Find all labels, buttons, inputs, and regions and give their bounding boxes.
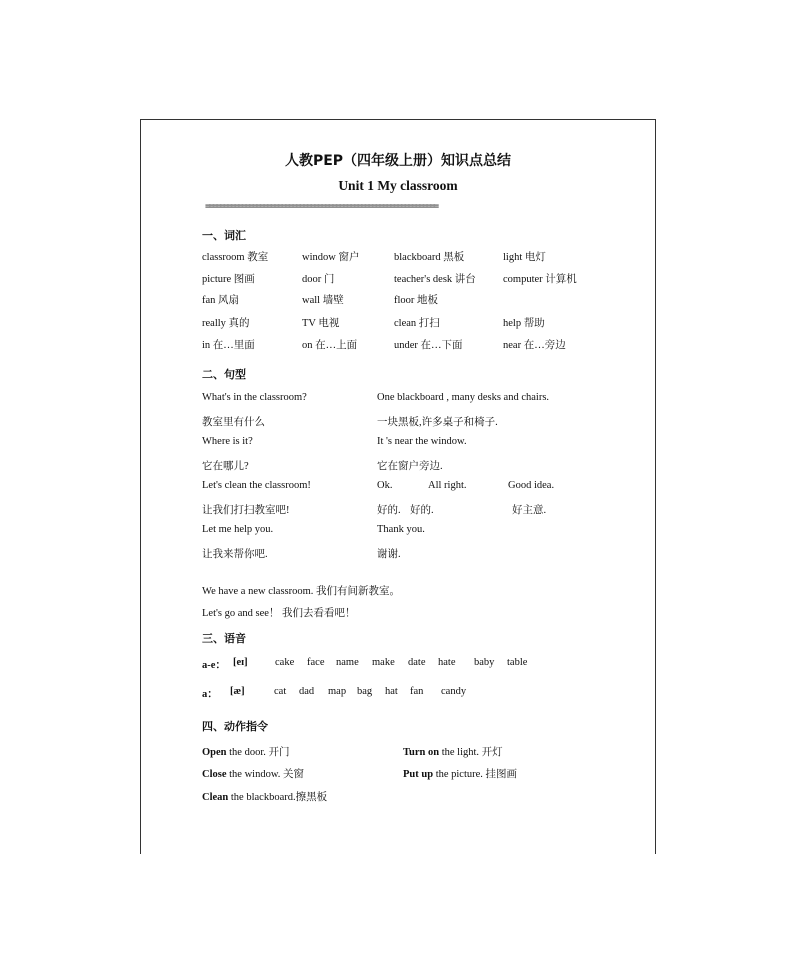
sentence-translation: 好的. — [410, 505, 434, 516]
page-frame-left — [140, 119, 141, 854]
action-command — [202, 744, 290, 759]
phonics-word: name — [336, 657, 359, 668]
phonics-label: a-e： — [202, 660, 226, 671]
action-rest: the picture. 挂图画 — [433, 769, 518, 780]
phonics-word: face — [307, 657, 325, 668]
vocab-item: fan 风扇 — [202, 295, 240, 306]
sentence-answer: All right. — [428, 480, 467, 491]
action-rest: the blackboard.擦黑板 — [228, 792, 328, 803]
sentence-translation: 它在哪儿? — [202, 461, 249, 472]
vocab-item: under 在…下面 — [394, 340, 463, 351]
phonics-word: make — [372, 657, 395, 668]
phonics-word: baby — [474, 657, 495, 668]
vocab-item: wall 墙壁 — [302, 295, 344, 306]
sentence-translation: 好的. — [377, 505, 401, 516]
phonics-word: hat — [385, 686, 398, 697]
document-title: 人教PEP（四年级上册）知识点总结 — [284, 153, 512, 169]
sentence-answer: It 's near the window. — [377, 436, 467, 447]
sentence-answer: Good idea. — [508, 480, 555, 491]
sentence-translation: 让我们打扫教室吧! — [202, 505, 290, 516]
sentence-translation: 让我来帮你吧. — [202, 549, 268, 560]
phonics-word: date — [408, 657, 426, 668]
sentence-question: Let's clean the classroom! — [202, 480, 311, 491]
extra-sentence: We have a new classroom. 我们有间新教室。 — [202, 586, 401, 597]
vocab-item: on 在…上面 — [302, 340, 358, 351]
action-verb: Put up — [403, 769, 434, 780]
vocab-item: near 在…旁边 — [503, 340, 566, 351]
phonics-word: cake — [275, 657, 295, 668]
vocab-item: computer 计算机 — [503, 274, 577, 285]
sentence-translation: 一块黑板,许多桌子和椅子. — [377, 417, 498, 428]
vocab-item: classroom 教室 — [202, 252, 269, 263]
vocab-item: door 门 — [302, 274, 335, 285]
phonics-word: fan — [410, 686, 424, 697]
action-command — [403, 744, 503, 759]
phonics-word: candy — [441, 686, 467, 697]
action-command — [202, 766, 304, 781]
sentence-question: Let me help you. — [202, 524, 274, 535]
page-frame-right — [655, 119, 656, 854]
sentence-translation: 它在窗户旁边. — [377, 461, 443, 472]
vocab-item: clean 打扫 — [394, 318, 440, 329]
sentence-translation: 教室里有什么 — [202, 417, 265, 428]
vocab-item: window 窗户 — [302, 252, 360, 263]
phonics-word: bag — [357, 686, 373, 697]
action-verb: Turn on — [403, 747, 440, 758]
page-frame-top — [140, 119, 656, 120]
phonics-word: table — [507, 657, 528, 668]
action-rest: the light. 开灯 — [439, 747, 503, 758]
sentence-answer: Ok. — [377, 480, 393, 491]
vocab-item: blackboard 黑板 — [394, 252, 465, 263]
vocab-item: really 真的 — [202, 318, 250, 329]
sentence-translation: 好主意. — [512, 505, 547, 516]
phonics-ipa: [eɪ] — [233, 657, 248, 668]
sentence-translation: 谢谢. — [377, 549, 401, 560]
action-verb: Clean — [202, 792, 229, 803]
section-heading-sentences: 二、句型 — [202, 368, 246, 381]
unit-subtitle: Unit 1 My classroom — [338, 178, 458, 193]
phonics-word: map — [328, 686, 347, 697]
action-rest: the door. 开门 — [226, 747, 290, 758]
sentence-answer: One blackboard , many desks and chairs. — [377, 392, 550, 403]
phonics-ipa: [æ] — [230, 686, 245, 697]
phonics-word: dad — [299, 686, 315, 697]
phonics-row — [202, 657, 542, 673]
separator-line: ================================================================ — [205, 202, 437, 212]
section-heading-actions: 四、动作指令 — [202, 720, 268, 733]
section-heading-vocab: 一、词汇 — [202, 229, 246, 242]
action-command — [403, 766, 517, 781]
section-heading-phonics: 三、语音 — [202, 632, 246, 645]
action-verb: Open — [202, 747, 227, 758]
sentence-question: Where is it? — [202, 436, 253, 447]
phonics-word: cat — [274, 686, 287, 697]
phonics-label: a： — [202, 689, 218, 700]
phonics-word: hate — [438, 657, 456, 668]
phonics-row — [202, 686, 542, 702]
vocab-item: floor 地板 — [394, 295, 439, 306]
action-verb: Close — [202, 769, 227, 780]
action-command — [202, 789, 327, 804]
extra-sentence: Let's go and see！ 我们去看看吧！ — [202, 608, 356, 619]
vocab-item: teacher's desk 讲台 — [394, 274, 476, 285]
vocab-item: light 电灯 — [503, 252, 546, 263]
sentence-answer: Thank you. — [377, 524, 425, 535]
sentence-question: What's in the classroom? — [202, 392, 307, 403]
vocab-item: picture 图画 — [202, 274, 255, 285]
vocab-item: TV 电视 — [302, 318, 340, 329]
action-rest: the window. 关窗 — [226, 769, 304, 780]
vocab-item: help 帮助 — [503, 318, 545, 329]
vocab-item: in 在…里面 — [202, 340, 255, 351]
